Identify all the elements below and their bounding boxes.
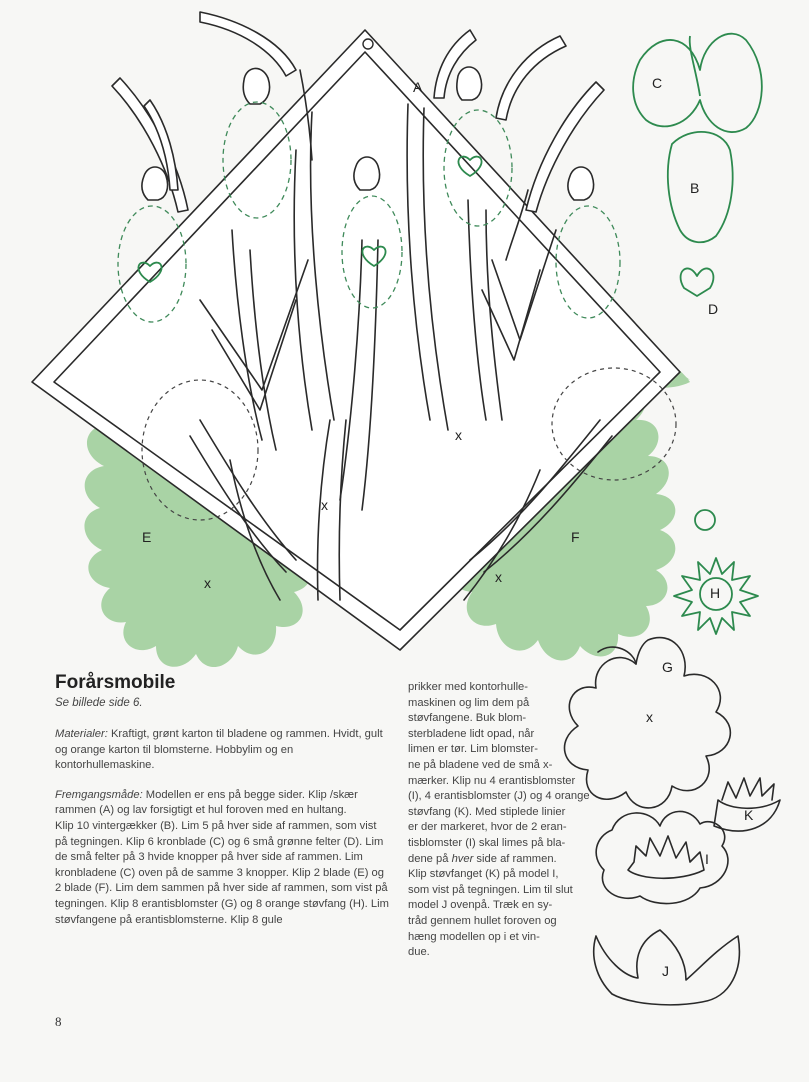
left-column (55, 727, 389, 928)
materials-paragraph (55, 727, 389, 774)
label-i: I (705, 851, 709, 867)
cross-mark-icon: x (495, 569, 502, 585)
text-span-italic: hver (451, 852, 474, 865)
piece-k (714, 778, 780, 831)
text-line: due. (408, 946, 430, 959)
text-line: Klip støvfanget (K) på model I, (408, 868, 559, 881)
materials-label: Materialer: (55, 728, 108, 740)
text-line: prikker med kontorhulle- (408, 681, 529, 693)
cross-mark-icon: x (204, 575, 211, 591)
label-j: J (662, 963, 669, 979)
cross-mark-icon: x (646, 709, 653, 725)
method-text-1: Modellen er ens på begge sider. Klip /skær rammen (A) og lav forsigtigt et hul foroven med en hultang. (55, 788, 358, 817)
label-f: F (571, 529, 580, 545)
text-line: tisblomster (I) skal limes på bla- (408, 836, 566, 849)
label-b: B (690, 180, 700, 196)
page-subtitle: Se billede side 6. (55, 697, 143, 709)
cross-mark-icon: x (321, 497, 328, 513)
method-label: Fremgangsmåde: (55, 788, 143, 801)
label-e: E (142, 529, 152, 545)
method-paragraph-2: Klip 10 vintergækker (B). Lim 5 på hver side af rammen, som vist på tegningen. Klip 6 kronblade (C) og 6 små grønne felter (D). Lim de små felter på 3 hvide knopper på hver side af rammen. Lim kronbladene (C) oven på de samme 3 knopper. Klip 2 blade (E) og 2 blade (F). Lim dem sammen på hver side af rammen, som vist på tegningen. Klip 8 erantisblomster (G) og 8 orange støvfang (H). Lim støvfangene på erantisblomsterne. Klip 8 gule (55, 819, 389, 926)
page-title: Forårsmobile (55, 672, 176, 693)
label-h: H (710, 585, 721, 601)
text-line (408, 852, 638, 868)
text-span: dene på (408, 852, 452, 865)
label-k: K (744, 807, 754, 823)
label-d: D (708, 301, 719, 317)
piece-h-ring (695, 510, 715, 530)
text-line: limen er tør. Lim blomster- (408, 743, 538, 756)
right-column (408, 680, 638, 961)
text-line: hæng modellen op i et vin- (408, 930, 540, 943)
piece-b (668, 132, 733, 242)
label-g: G (662, 659, 673, 675)
text-span: side af rammen. (473, 852, 557, 865)
text-line: (I), 4 erantisblomster (J) og 4 orange (408, 790, 590, 803)
text-line: maskinen og lim dem på (408, 696, 530, 709)
text-line: sterbladene lidt opad, når (408, 727, 535, 740)
label-c: C (652, 75, 663, 91)
text-line: som vist på tegningen. Lim til slut (408, 883, 573, 896)
text-line: støvfang (K). Med stiplede linier (408, 805, 566, 818)
text-line: støvfangene. Buk blom- (408, 712, 527, 725)
cross-mark-icon: x (455, 427, 462, 443)
text-line: mærker. Klip nu 4 erantisblomster (408, 774, 576, 787)
text-line: model J ovenpå. Træk en sy- (408, 899, 553, 912)
method-paragraph (55, 788, 389, 819)
label-a: A (413, 79, 423, 95)
materials-text: Kraftigt, grønt karton til bladene og rammen. Hvidt, gult og orange karton til blomsterne. Hobbylim og en kontorhullemaskine. (55, 728, 383, 772)
text-line: ne på bladene ved de små x- (408, 758, 553, 771)
text-line: er der markeret, hvor de 2 eran- (408, 821, 567, 834)
text-line: tråd gennem hullet foroven og (408, 914, 557, 927)
page-number: 8 (55, 1014, 62, 1029)
ring-hole-icon (363, 39, 373, 49)
piece-d (681, 268, 714, 296)
